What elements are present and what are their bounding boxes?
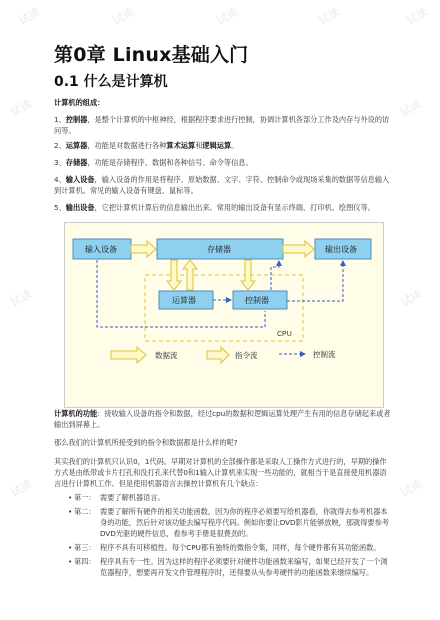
memory-label: 存储器 bbox=[207, 245, 231, 254]
component-item: 5、输出设备，它把计算机计算后的信息输出出来。常用的输出设备有显示终端、打印机、绘图仪等。 bbox=[54, 203, 375, 212]
watermark: 试读 bbox=[404, 5, 431, 28]
list-item: • 第三： 程序不具有可移植性。每个CPU都有独特的微指令集，同样，每个硬件都有其功能函数。 bbox=[66, 542, 392, 553]
watermark: 试读 bbox=[316, 5, 343, 28]
question-text: 那么我们的计算机所接受到的指令和数据都是什么样的呢? bbox=[54, 438, 238, 447]
output-device-label: 输出设备 bbox=[325, 245, 357, 254]
legend-instruction-flow-icon bbox=[207, 347, 229, 363]
control-label: 控制器 bbox=[245, 296, 269, 305]
cpu-label: CPU bbox=[277, 331, 292, 338]
composition-heading: 计算机的组成： bbox=[54, 98, 105, 107]
watermark: 试读 bbox=[8, 97, 35, 120]
component-item: 4、输入设备，输入设备的作用是将程序、原始数据、文字、字符、控制命令或现场采集的数据等信息输入到计算机。常见的输入设备有键盘、鼠标等。 bbox=[54, 175, 390, 195]
component-item: 3、存储器，功能是存储程序、数据和各种信号、命令等信息。 bbox=[54, 158, 253, 167]
legend-control-flow-label: 控制流 bbox=[313, 350, 336, 359]
input-device-label: 输入设备 bbox=[85, 245, 117, 254]
chapter-title: 第0章 Linux基础入门 bbox=[54, 44, 249, 66]
data-flow-arrow bbox=[131, 241, 156, 257]
function-paragraph: 计算机的功能：接收输入设备的指令和数据，经过cpu的数据和逻辑运算处理产生有用的信息存储起来或者输出到屏幕上。 bbox=[54, 409, 391, 429]
watermark: 试读 bbox=[16, 5, 43, 28]
section-title: 0.1 什么是计算机 bbox=[54, 74, 168, 90]
watermark: 试读 bbox=[214, 5, 241, 28]
watermark: 试读 bbox=[398, 477, 425, 500]
computer-architecture-diagram bbox=[64, 222, 384, 408]
legend-data-flow-label: 数据流 bbox=[155, 351, 178, 360]
component-item: 2、运算器，功能是对数据进行各种算术运算和逻辑运算。 bbox=[54, 141, 239, 150]
watermark: 试读 bbox=[8, 477, 35, 500]
watermark: 试读 bbox=[8, 287, 35, 310]
watermark: 试读 bbox=[110, 5, 137, 28]
binary-paragraph: 其实我们的计算机只认识0，1代码。早期对计算机的全部操作都是采取人工操作方式进行的，早期的操作方式是由纸带或卡片打孔和没打孔来代替0和1输入计算机来实现一些功能的，就相当于是直接使用机器语言进行计算机工作。但是使用机器语言去操控计算机有几个缺点： bbox=[54, 457, 387, 488]
watermark: 试读 bbox=[398, 287, 425, 310]
watermark: 试读 bbox=[398, 97, 425, 120]
list-item: • 第一： 需要了解机器语言。 bbox=[66, 492, 392, 503]
list-item: • 第四： 程序具有专一性。因为这样的程序必须要针对硬件功能函数来编写，如果已经开发了一个浏览器程序，想要再开发文件管理程序时，还得要从头参考硬件的功能函数来继续编写。 bbox=[66, 556, 392, 578]
drawbacks-list bbox=[66, 492, 392, 578]
alu-label: 运算器 bbox=[172, 296, 196, 305]
list-item: • 第二： 需要了解所有硬件的相关功能函数，因为你的程序必须要写给机器看，你就得去参考机器本身的功能，然后针对该功能去编写程序代码。例如你要让DVD影片能够放映，那就得要参考DVD光驱的硬件信息，看参考手册是很费劲的。 bbox=[66, 506, 392, 539]
legend-data-flow-icon bbox=[111, 347, 146, 363]
control-flow-line bbox=[287, 261, 343, 301]
component-item: 1、控制器，是整个计算机的中枢神经，根据程序要求进行控制，协调计算机各部分工作及内存与外设的访问等。 bbox=[54, 115, 390, 135]
data-flow-arrow bbox=[283, 241, 314, 257]
legend-instruction-flow-label: 指令流 bbox=[235, 351, 258, 360]
